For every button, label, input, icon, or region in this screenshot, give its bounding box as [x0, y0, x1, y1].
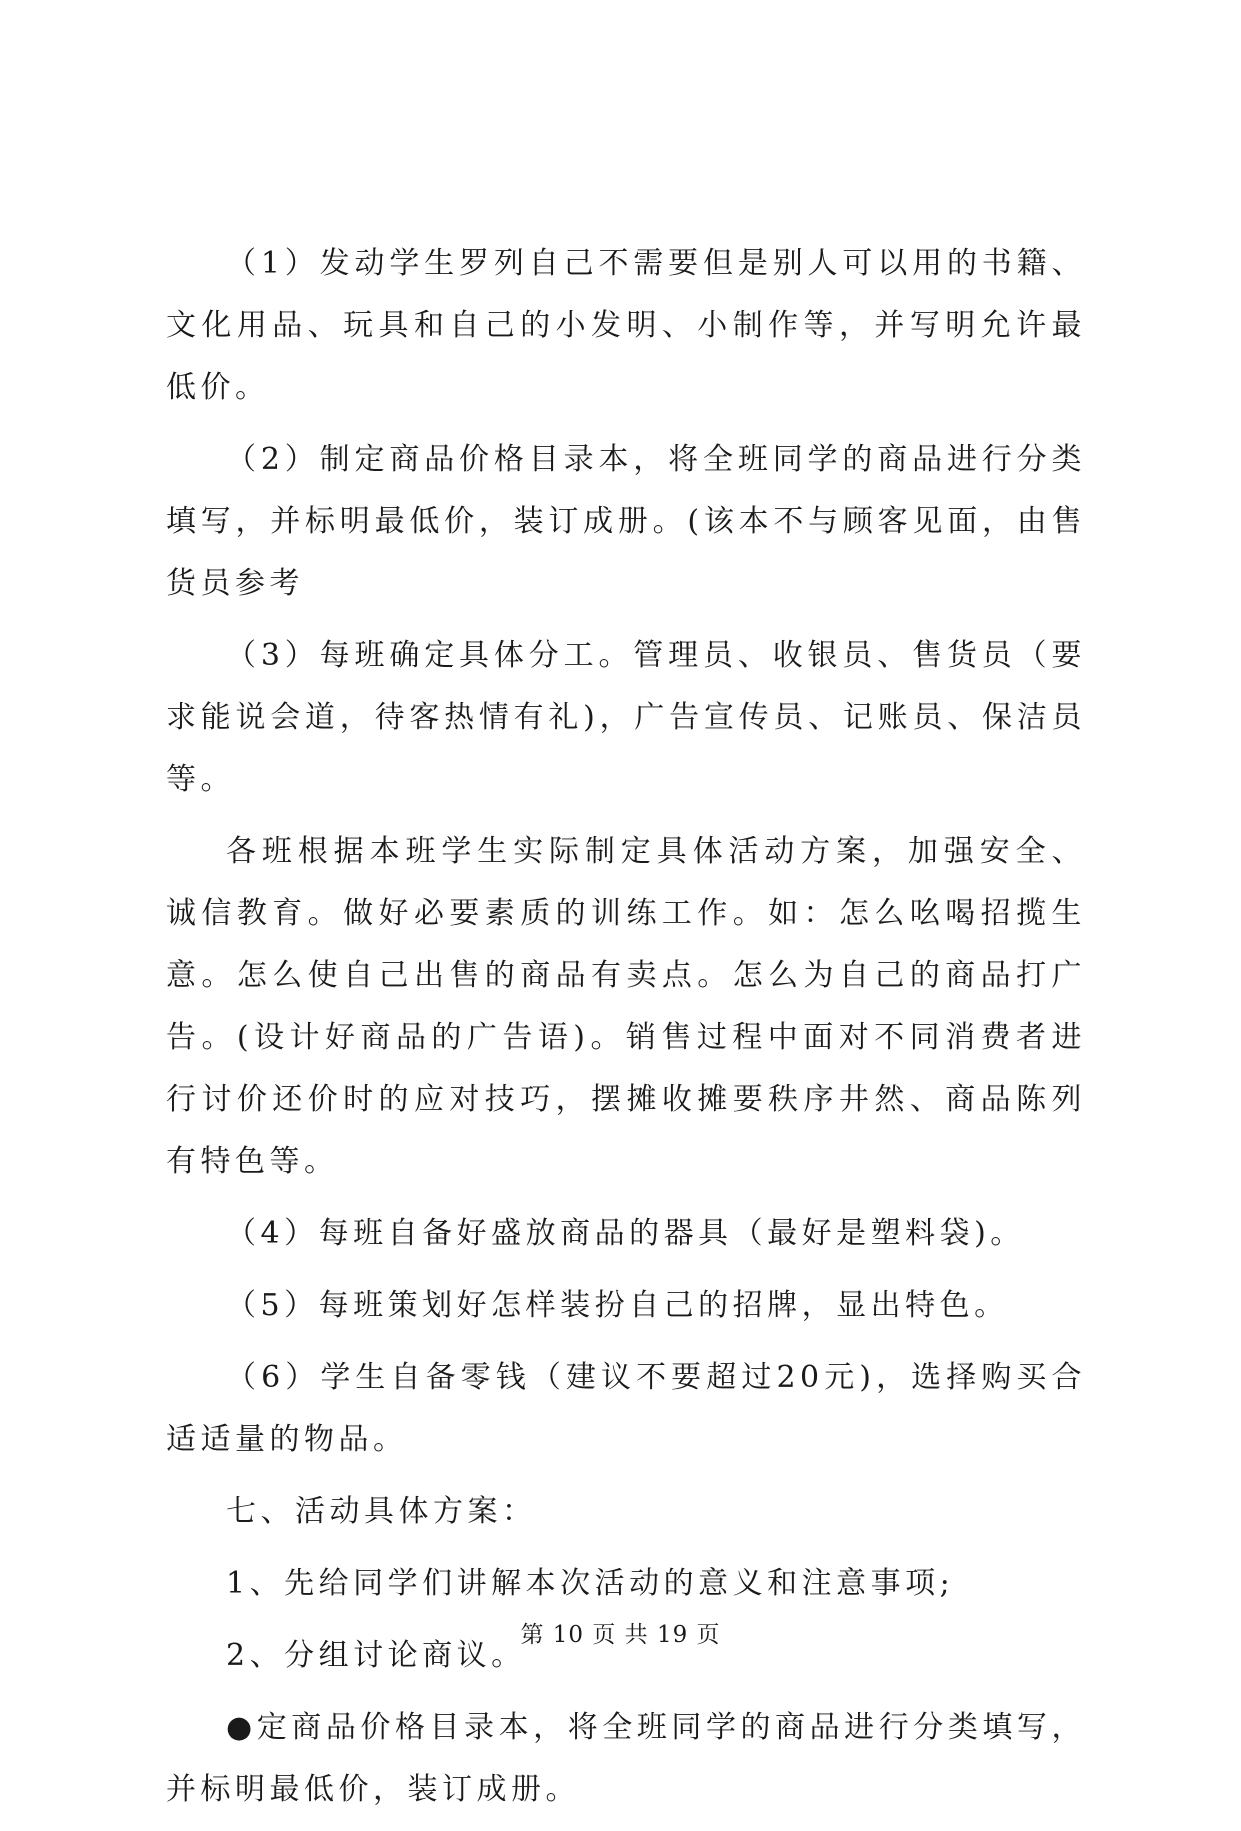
section-heading-seven: 七、活动具体方案：	[226, 1494, 537, 1529]
paragraph-step-2: 2、分组讨论商议。	[226, 1638, 526, 1673]
page-number-footer: 第 10 页 共 19 页	[520, 1622, 721, 1648]
document-body	[166, 233, 1086, 1831]
paragraph-item-1: （1）发动学生罗列自己不需要但是别人可以用的书籍、文化用品、玩具和自己的小发明、小制作等，并写明允许最低价。	[166, 246, 1086, 405]
paragraph-step-1: 1、先给同学们讲解本次活动的意义和注意事项;	[226, 1566, 955, 1601]
paragraph-bullet-item: ●定商品价格目录本，将全班同学的商品进行分类填写，并标明最低价，装订成册。	[166, 1710, 1086, 1807]
paragraph-item-3: （3）每班确定具体分工。管理员、收银员、售货员（要求能说会道，待客热情有礼)，广告宣传员、记账员、保洁员等。	[166, 638, 1086, 797]
paragraph-item-4: （4）每班自备好盛放商品的器具（最好是塑料袋)。	[226, 1216, 1025, 1251]
paragraph-item-2: （2）制定商品价格目录本，将全班同学的商品进行分类填写，并标明最低价，装订成册。(该本不与顾客见面，由售货员参考	[166, 442, 1086, 601]
paragraph-item-5: （5）每班策划好怎样装扮自己的招牌，显出特色。	[226, 1288, 1009, 1323]
paragraph-item-6: （6）学生自备零钱（建议不要超过20元)，选择购买合适适量的物品。	[166, 1360, 1086, 1457]
paragraph-activity-plan: 各班根据本班学生实际制定具体活动方案，加强安全、诚信教育。做好必要素质的训练工作。如：怎么吆喝招揽生意。怎么使自己出售的商品有卖点。怎么为自己的商品打广告。(设计好商品的广告语)。销售过程中面对不同消费者进行讨价还价时的应对技巧，摆摊收摊要秩序井然、商品陈列有特色等。	[166, 834, 1086, 1179]
